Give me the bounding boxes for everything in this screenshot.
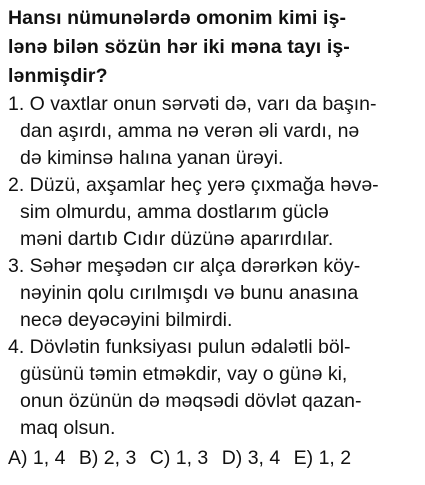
option-3 [8, 253, 415, 334]
option-line: məni dartıb Cıdır düzünə aparırdılar. [20, 228, 334, 250]
option-line: dan aşırdı, amma nə verən əli vardı, nə [20, 120, 360, 142]
question-line: lənə bilən sözün hər iki məna tayı iş- [8, 36, 350, 58]
answer-choice-a[interactable]: A) 1, 4 [8, 447, 66, 469]
option-1 [8, 91, 415, 172]
option-line: nəyinin qolu cırılmışdı və bunu anasına [20, 282, 359, 304]
question-line: lənmişdir? [8, 65, 108, 87]
option-4 [8, 334, 415, 442]
option-2 [8, 172, 415, 253]
question-line: Hansı nümunələrdə omonim kimi iş- [8, 7, 347, 29]
option-line: 3. Səhər meşədən cır alça dərərkən köy- [8, 255, 361, 277]
answer-choices [8, 444, 415, 472]
answer-choice-d[interactable]: D) 3, 4 [221, 447, 281, 469]
answer-choice-e[interactable]: E) 1, 2 [293, 447, 352, 469]
answer-choice-c[interactable]: C) 1, 3 [149, 447, 209, 469]
question-text [8, 4, 415, 91]
option-line: 1. O vaxtlar onun sərvəti də, varı da başın- [8, 93, 377, 115]
answer-choice-b[interactable]: B) 2, 3 [78, 447, 137, 469]
option-line: 4. Dövlətin funksiyası pulun ədalətli böl- [8, 336, 351, 358]
option-line: maq olsun. [20, 417, 116, 439]
option-line: 2. Düzü, axşamlar heç yerə çıxmağa həvə- [8, 174, 379, 196]
option-line: də kiminsə halına yanan ürəyi. [20, 147, 284, 169]
option-line: güsünü təmin etməkdir, vay o günə ki, [20, 363, 348, 385]
option-line: necə deyəcəyini bilmirdi. [20, 309, 233, 331]
option-line: onun özünün də məqsədi dövlət qazan- [20, 390, 362, 412]
option-line: sim olmurdu, amma dostlarım güclə [20, 201, 329, 223]
